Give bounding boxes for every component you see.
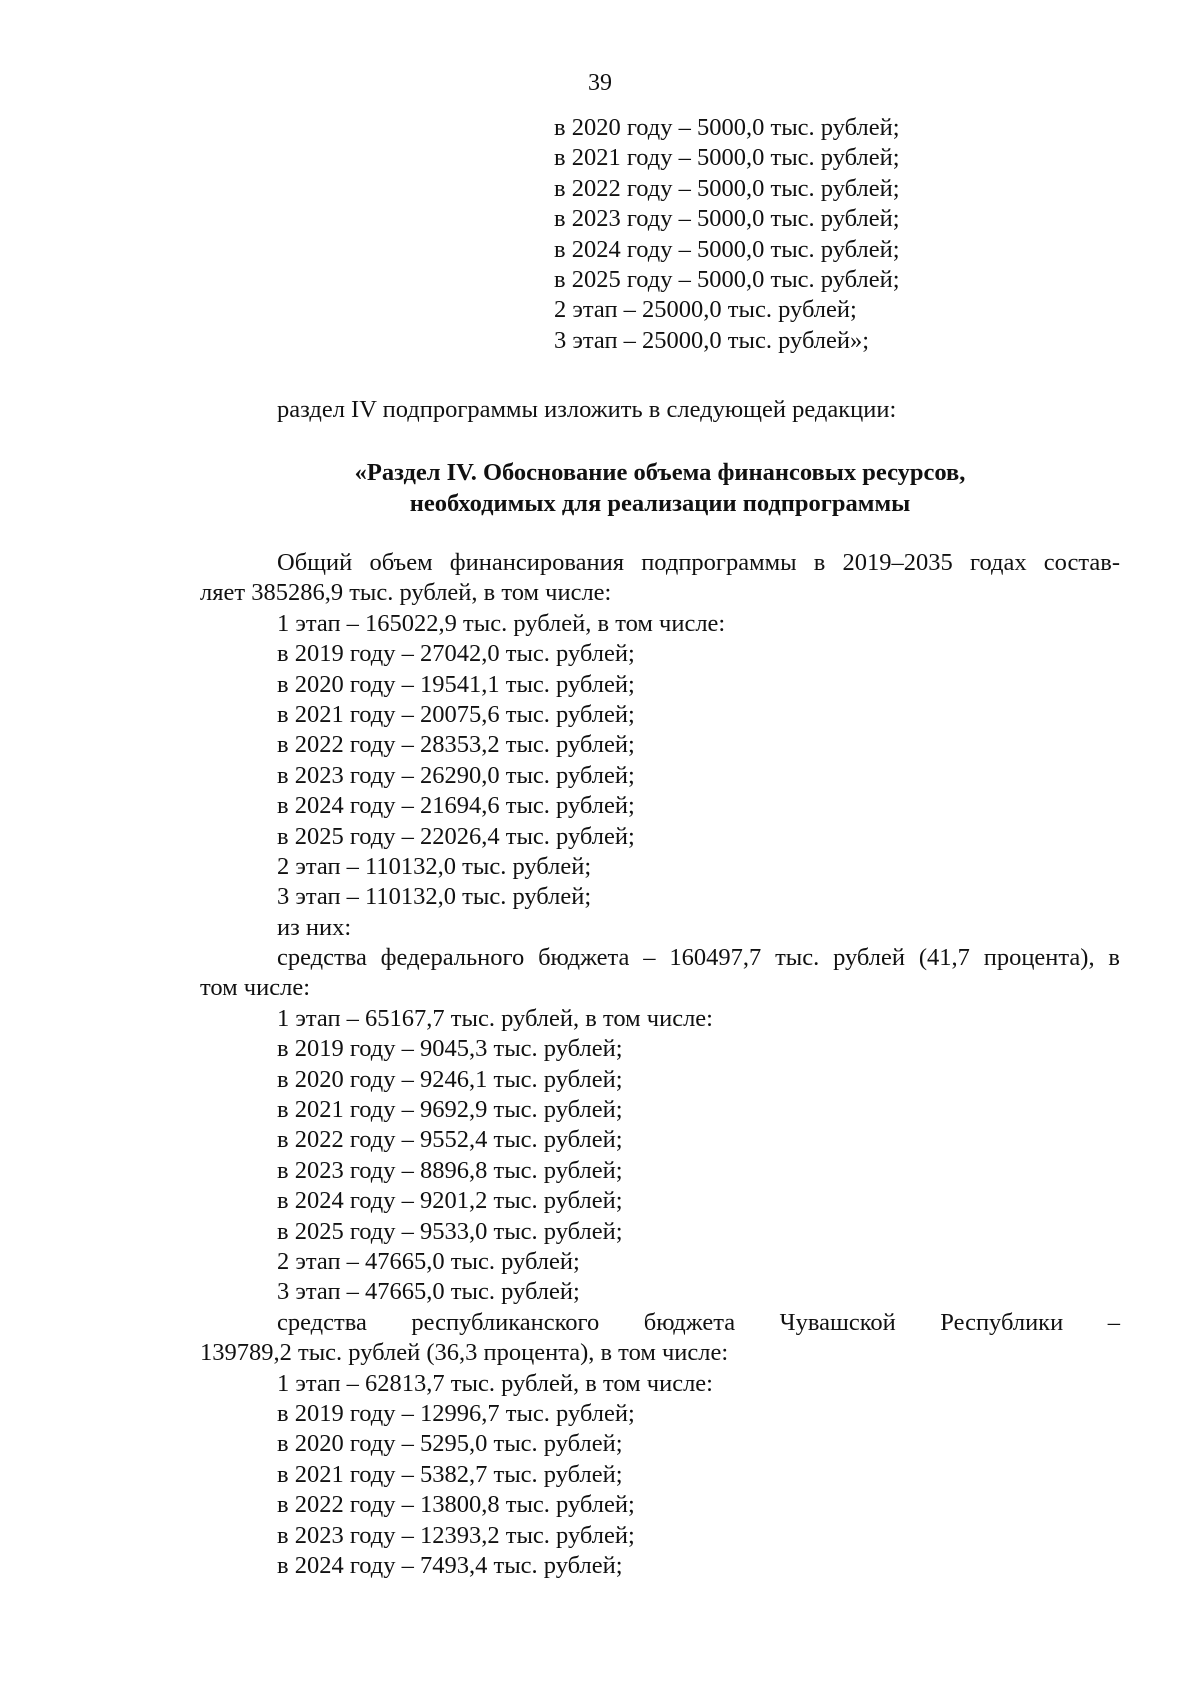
list-item: в 2022 году – 28353,2 тыс. рублей; — [277, 731, 635, 759]
list-item: в 2020 году – 19541,1 тыс. рублей; — [277, 670, 635, 698]
list-item: в 2021 году – 9692,9 тыс. рублей; — [277, 1096, 623, 1124]
list-item: в 2024 году – 9201,2 тыс. рублей; — [277, 1187, 623, 1215]
list-item: в 2023 году – 5000,0 тыс. рублей; — [554, 205, 900, 233]
list-item: в 2019 году – 27042,0 тыс. рублей; — [277, 640, 635, 668]
list-item: 1 этап – 165022,9 тыс. рублей, в том числе: — [277, 609, 726, 637]
list-item: в 2024 году – 7493,4 тыс. рублей; — [277, 1551, 623, 1579]
list-item: в 2023 году – 26290,0 тыс. рублей; — [277, 761, 635, 789]
financing-body — [200, 548, 1120, 1581]
paragraph-line: том числе: — [200, 974, 311, 1002]
list-item: в 2022 году – 13800,8 тыс. рублей; — [277, 1491, 635, 1519]
list-item: 2 этап – 47665,0 тыс. рублей; — [277, 1247, 580, 1275]
paragraph-line: средства республиканского бюджета Чувашской Республики – — [277, 1308, 1120, 1336]
paragraph-line: Общий объем финансирования подпрограммы в 2019–2035 годах состав- — [277, 549, 1120, 576]
list-item: в 2025 году – 5000,0 тыс. рублей; — [554, 265, 900, 293]
list-item: 3 этап – 25000,0 тыс. рублей»; — [554, 326, 870, 354]
list-item: в 2020 году – 9246,1 тыс. рублей; — [277, 1065, 623, 1093]
list-item: в 2022 году – 5000,0 тыс. рублей; — [554, 174, 900, 202]
paragraph-line: из них: — [277, 913, 352, 941]
list-item: в 2025 году – 22026,4 тыс. рублей; — [277, 822, 635, 850]
list-item: в 2022 году – 9552,4 тыс. рублей; — [277, 1126, 623, 1154]
list-item: в 2023 году – 8896,8 тыс. рублей; — [277, 1156, 623, 1184]
list-item: в 2021 году – 5382,7 тыс. рублей; — [277, 1460, 623, 1488]
page-number: 39 — [588, 70, 612, 96]
paragraph-line: 139789,2 тыс. рублей (36,3 процента), в том числе: — [200, 1339, 729, 1367]
list-item: в 2021 году – 20075,6 тыс. рублей; — [277, 700, 635, 728]
section-heading-line: необходимых для реализации подпрограммы — [409, 490, 911, 517]
list-item: 3 этап – 110132,0 тыс. рублей; — [277, 883, 592, 911]
list-item: в 2020 году – 5295,0 тыс. рублей; — [277, 1430, 623, 1458]
top-funding-list — [554, 113, 900, 356]
intro-paragraph: раздел IV подпрограммы изложить в следующей редакции: — [277, 396, 897, 423]
list-item: в 2024 году – 5000,0 тыс. рублей; — [554, 235, 900, 263]
list-item: 2 этап – 110132,0 тыс. рублей; — [277, 852, 592, 880]
list-item: в 2020 году – 5000,0 тыс. рублей; — [554, 114, 900, 141]
list-item: в 2019 году – 9045,3 тыс. рублей; — [277, 1035, 623, 1063]
list-item: в 2019 году – 12996,7 тыс. рублей; — [277, 1399, 635, 1427]
list-item: 3 этап – 47665,0 тыс. рублей; — [277, 1278, 580, 1306]
list-item: в 2025 году – 9533,0 тыс. рублей; — [277, 1217, 623, 1245]
paragraph-line: средства федерального бюджета – 160497,7 тыс. рублей (41,7 процента), в — [277, 944, 1120, 972]
list-item: в 2021 году – 5000,0 тыс. рублей; — [554, 144, 900, 172]
list-item: в 2024 году – 21694,6 тыс. рублей; — [277, 792, 635, 820]
paragraph-line: ляет 385286,9 тыс. рублей, в том числе: — [200, 579, 612, 607]
section-heading — [200, 457, 1120, 519]
list-item: 1 этап – 65167,7 тыс. рублей, в том числе: — [277, 1004, 713, 1032]
list-item: 1 этап – 62813,7 тыс. рублей, в том числе: — [277, 1369, 713, 1397]
list-item: в 2023 году – 12393,2 тыс. рублей; — [277, 1521, 635, 1549]
section-heading-line: «Раздел IV. Обоснование объема финансовых ресурсов, — [354, 459, 966, 486]
list-item: 2 этап – 25000,0 тыс. рублей; — [554, 296, 857, 324]
